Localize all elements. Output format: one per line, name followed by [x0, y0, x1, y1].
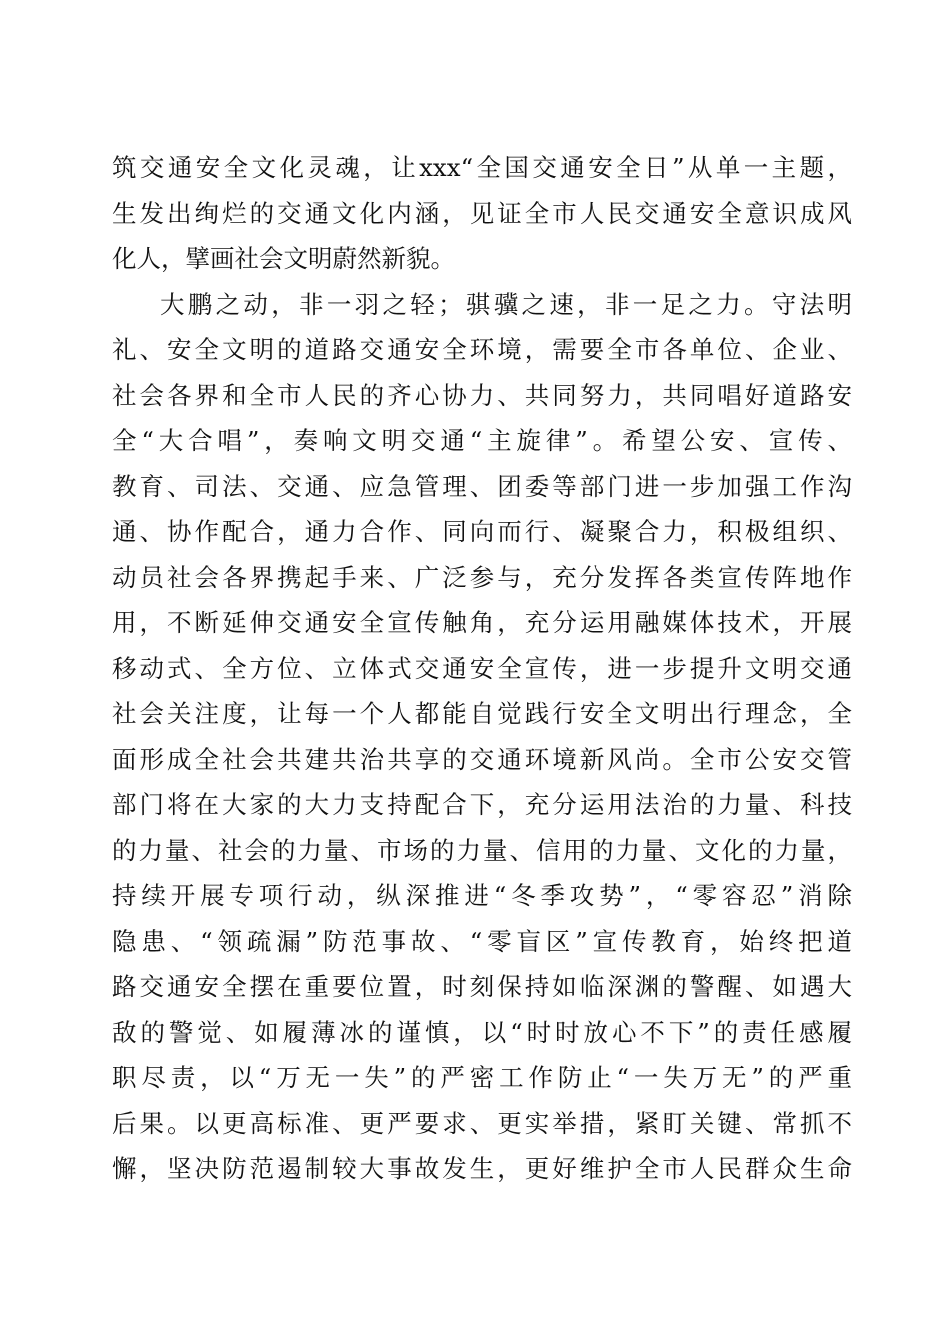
paragraph-1-line: 化人，擘画社会文明蔚然新貌。	[112, 244, 455, 273]
paragraph-2-line: 职尽责，以“万无一失”的严密工作防止“一失万无”的严重	[112, 1063, 852, 1092]
paragraph-2-line: 动员社会各界携起手来、广泛参与，充分发挥各类宣传阵地作	[112, 562, 852, 592]
paragraph-2-line: 移动式、全方位、立体式交通安全宣传，进一步提升文明交通	[112, 653, 852, 683]
paragraph-1-line: 生发出绚烂的交通文化内涵，见证全市人民交通安全意识成风	[112, 198, 852, 228]
paragraph-1-line: 筑交通安全文化灵魂，让xxx“全国交通安全日”从单一主题，	[112, 153, 852, 182]
paragraph-2-line: 敌的警觉、如履薄冰的谨慎，以“时时放心不下”的责任感履	[112, 1017, 852, 1047]
paragraph-2-line: 大鹏之动，非一羽之轻；骐骥之速，非一足之力。守法明	[160, 289, 852, 319]
paragraph-2-line: 面形成全社会共建共治共享的交通环境新风尚。全市公安交管	[112, 744, 852, 774]
paragraph-2-line: 礼、安全文明的道路交通安全环境，需要全市各单位、企业、	[112, 335, 852, 364]
body-text	[112, 145, 852, 1192]
paragraph-2-line: 全“大合唱”，奏响文明交通“主旋律”。希望公安、宣传、	[112, 426, 852, 455]
paragraph-2-line: 通、协作配合，通力合作、同向而行、凝聚合力，积极组织、	[112, 517, 852, 546]
paragraph-2-line: 社会关注度，让每一个人都能自觉践行安全文明出行理念，全	[112, 699, 852, 728]
paragraph-2-line: 社会各界和全市人民的齐心协力、共同努力，共同唱好道路安	[112, 380, 852, 410]
paragraph-2-line: 部门将在大家的大力支持配合下，充分运用法治的力量、科技	[112, 790, 852, 819]
paragraph-2-line: 路交通安全摆在重要位置，时刻保持如临深渊的警醒、如遇大	[112, 972, 852, 1001]
paragraph-2-line: 懈，坚决防范遏制较大事故发生，更好维护全市人民群众生命	[112, 1154, 852, 1183]
paragraph-2-line: 教育、司法、交通、应急管理、团委等部门进一步加强工作沟	[112, 471, 852, 501]
paragraph-2-line: 隐患、“领疏漏”防范事故、“零盲区”宣传教育，始终把道	[112, 926, 852, 956]
paragraph-2-line: 后果。以更高标准、更严要求、更实举措，紧盯关键、常抓不	[112, 1108, 852, 1138]
paragraph-2-line: 持续开展专项行动，纵深推进“冬季攻势”，“零容忍”消除	[112, 881, 852, 910]
paragraph-2-line: 的力量、社会的力量、市场的力量、信用的力量、文化的力量，	[112, 835, 852, 865]
paragraph-2-line: 用，不断延伸交通安全宣传触角，充分运用融媒体技术，开展	[112, 608, 852, 637]
